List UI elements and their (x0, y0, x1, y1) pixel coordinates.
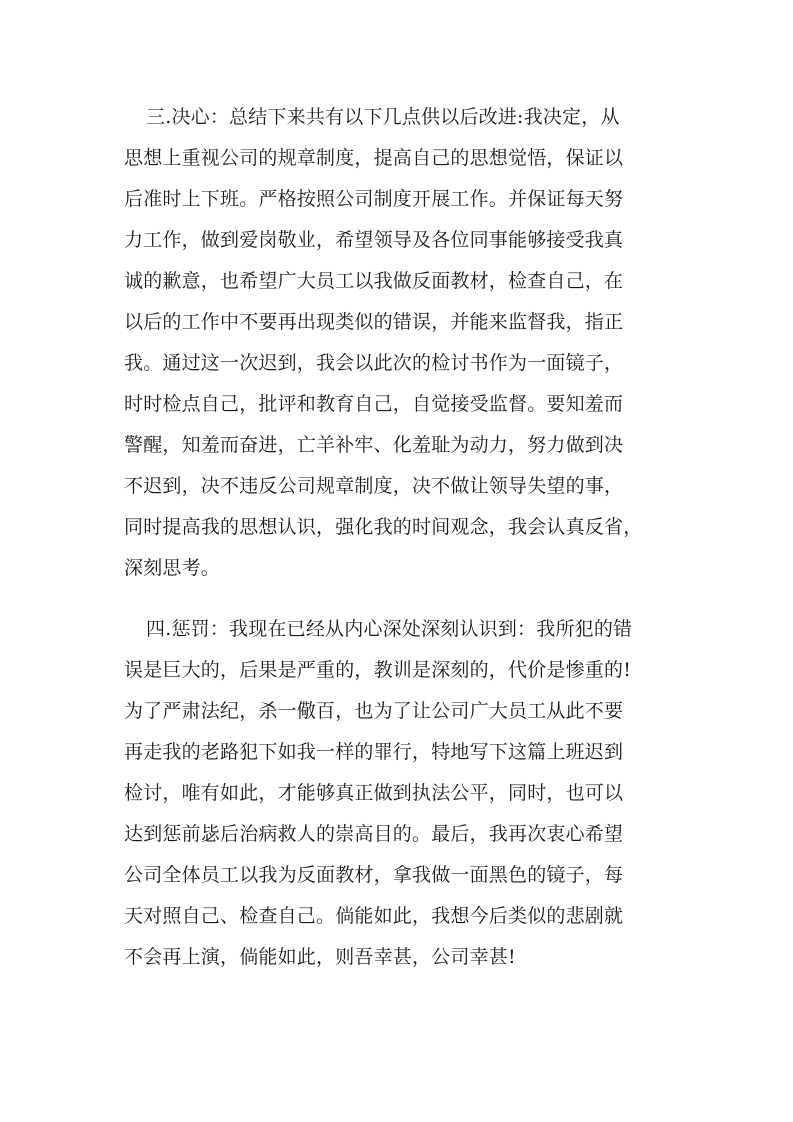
paragraph-line: 我。通过这一次迟到，我会以此次的检讨书作为一面镜子， (124, 352, 624, 374)
paragraph-line: 天对照自己、检查自己。倘能如此，我想今后类似的悲剧就 (124, 905, 624, 927)
paragraph-line: 后准时上下班。严格按照公司制度开展工作。并保证每天努 (124, 188, 624, 210)
paragraph-line: 力工作，做到爱岗敬业，希望领导及各位同事能够接受我真 (124, 229, 624, 251)
paragraph-line: 不会再上演，倘能如此，则吾幸甚，公司幸甚! (124, 946, 516, 968)
paragraph-line: 公司全体员工以我为反面教材，拿我做一面黑色的镜子，每 (124, 864, 624, 886)
paragraph-line: 再走我的老路犯下如我一样的罪行，特地写下这篇上班迟到 (124, 741, 624, 763)
paragraph-line: 以后的工作中不要再出现类似的错误，并能来监督我，指正 (124, 311, 624, 333)
paragraph-line: 三.决心：总结下来共有以下几点供以后改进:我决定，从 (146, 106, 620, 128)
paragraph-line: 时时检点自己，批评和教育自己，自觉接受监督。要知羞而 (124, 393, 624, 415)
paragraph-line: 为了严肃法纪，杀一儆百，也为了让公司广大员工从此不要 (124, 700, 624, 722)
paragraph-line: 达到惩前毖后治病救人的崇高目的。最后，我再次衷心希望 (124, 823, 624, 845)
paragraph-line: 警醒，知羞而奋进，亡羊补牢、化羞耻为动力，努力做到决 (124, 434, 624, 456)
paragraph-line: 诚的歉意，也希望广大员工以我做反面教材，检查自己，在 (124, 270, 624, 292)
paragraph-line: 同时提高我的思想认识，强化我的时间观念，我会认真反省， (124, 516, 643, 538)
paragraph-line: 思想上重视公司的规章制度，提高自己的思想觉悟，保证以 (124, 147, 624, 169)
paragraph-line: 不迟到，决不违反公司规章制度，决不做让领导失望的事， (124, 475, 624, 497)
paragraph-line: 检讨，唯有如此，才能够真正做到执法公平，同时，也可以 (124, 782, 624, 804)
paragraph-line: 四.惩罚：我现在已经从内心深处深刻认识到：我所犯的错 (146, 618, 633, 640)
paragraph-line: 深刻思考。 (124, 557, 221, 579)
paragraph-line: 误是巨大的，后果是严重的，教训是深刻的，代价是惨重的! (124, 659, 632, 681)
